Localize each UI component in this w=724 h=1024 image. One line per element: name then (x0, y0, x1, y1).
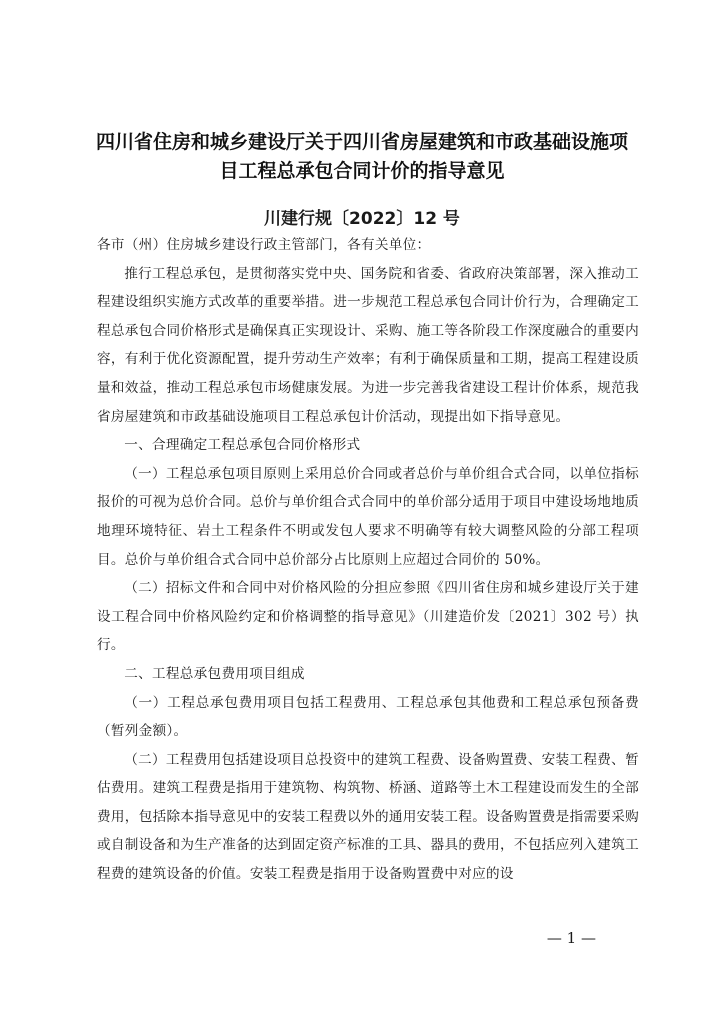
document-title (80, 128, 644, 186)
paragraph-1-2: （二）招标文件和合同中对价格风险的分担应参照《四川省住房和城乡建设厅关于建设工程合同中价格风险约定和价格调整的指导意见》（川建造价发〔2021〕302 号）执行。 (97, 580, 639, 654)
page-number: — 1 — (546, 929, 596, 947)
document-body (97, 231, 639, 889)
paragraph-1-1: （一）工程总承包项目原则上采用总价合同或者总价与单价组合式合同，以单位指标报价的可视为总价合同。总价与单价组合式合同中的单价部分适用于项目中建设场地地质地理环境特征、岩土工程条件不明或发包人要求不明确等有较大调整风险的分部工程项目。总价与单价组合式合同中总价部分占比原则上应超过合同价的 50%。 (97, 465, 639, 568)
document-number: 川建行规〔2022〕12 号 (264, 209, 460, 229)
paragraph-2-1: （一）工程总承包费用项目包括工程费用、工程总承包其他费和工程总承包预备费（暂列金额）。 (97, 694, 639, 740)
paragraph-2-2: （二）工程费用包括建设项目总投资中的建筑工程费、设备购置费、安装工程费、暂估费用。建筑工程费是指用于建筑物、构筑物、桥涵、道路等土木工程建设而发生的全部费用，包括除本指导意见中的安装工程费以外的通用安装工程。设备购置费是指需要采购或自制设备和为生产准备的达到固定资产标准的工具、器具的费用，不包括应列入建筑工程费的建筑设备的价值。安装工程费是指用于设备购置费中对应的设 (97, 751, 639, 883)
section-heading-1: 一、合理确定工程总承包合同价格形式 (124, 437, 361, 454)
salutation: 各市（州）住房城乡建设行政主管部门，各有关单位： (97, 237, 431, 253)
paragraph-intro: 推行工程总承包，是贯彻落实党中央、国务院和省委、省政府决策部署，深入推动工程建设组织实施方式改革的重要举措。进一步规范工程总承包合同计价行为，合理确定工程总承包合同价格形式是确保真正实现设计、采购、施工等各阶段工作深度融合的重要内容，有利于优化资源配置，提升劳动生产效率；有利于确保质量和工期，提高工程建设质量和效益，推动工程总承包市场健康发展。为进一步完善我省建设工程计价体系，规范我省房屋建筑和市政基础设施项目工程总承包计价活动，现提出如下指导意见。 (97, 265, 639, 425)
title-line-2: 目工程总承包合同计价的指导意见 (219, 160, 505, 182)
section-heading-2: 二、工程总承包费用项目组成 (124, 665, 305, 682)
title-line-1: 四川省住房和城乡建设厅关于四川省房屋建筑和市政基础设施项 (95, 131, 628, 153)
